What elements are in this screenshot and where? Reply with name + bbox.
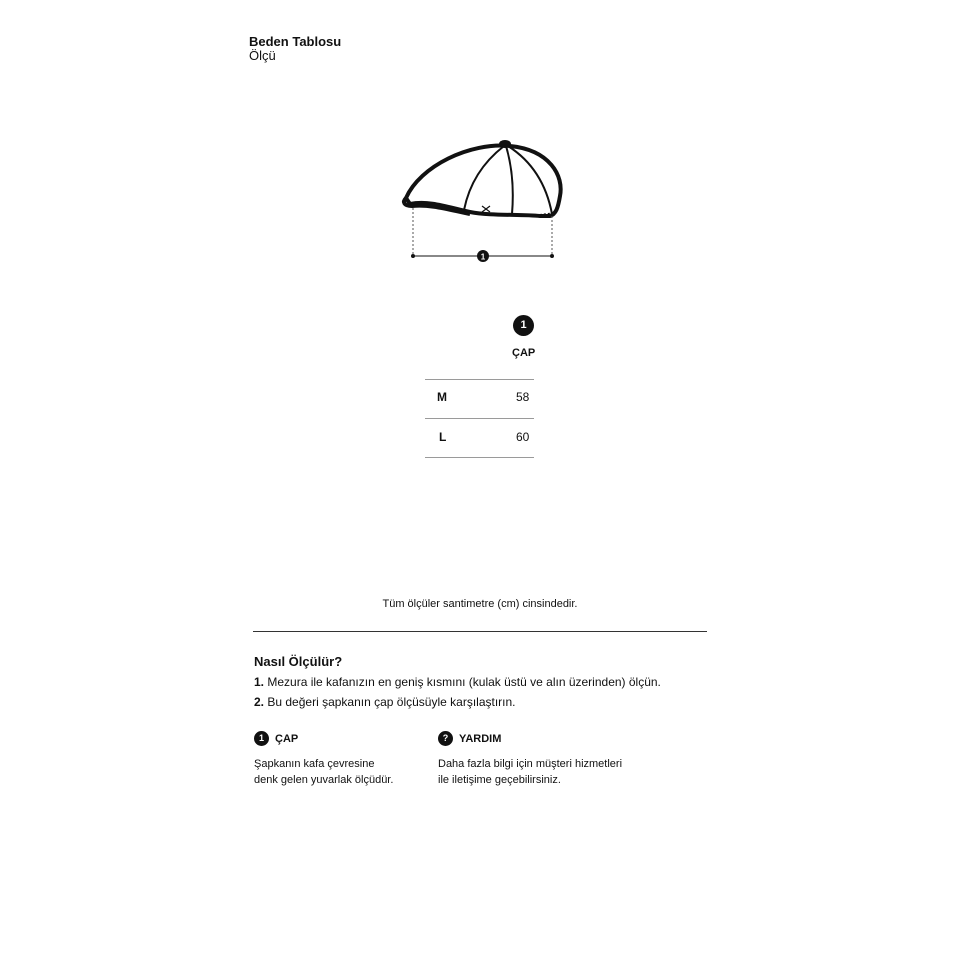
info-help-text xyxy=(438,756,668,788)
how-to-step xyxy=(254,695,516,709)
section-divider xyxy=(253,631,707,632)
column-header-diameter: ÇAP xyxy=(512,347,536,359)
table-rule-middle xyxy=(425,418,534,419)
info-line: Şapkanın kafa çevresine xyxy=(254,758,375,770)
info-diameter-text xyxy=(254,756,454,788)
info-help-heading xyxy=(438,731,501,746)
table-row-value: 58 xyxy=(516,390,530,404)
info-title: YARDIM xyxy=(459,732,502,745)
diameter-marker-badge: 1 xyxy=(513,315,534,336)
info-line: Daha fazla bilgi için müşteri hizmetleri xyxy=(438,758,623,770)
how-to-title: Nasıl Ölçülür? xyxy=(254,654,343,669)
illustration-marker: 1 xyxy=(480,252,486,262)
step-number: 1. xyxy=(254,675,265,689)
diameter-marker-badge: 1 xyxy=(254,731,269,746)
table-rule-bottom xyxy=(425,457,534,458)
info-line: denk gelen yuvarlak ölçüdür. xyxy=(254,774,394,786)
table-row-value: 60 xyxy=(516,430,530,444)
page-subtitle: Ölçü xyxy=(249,48,276,63)
page-title: Beden Tablosu xyxy=(249,34,342,49)
info-diameter-heading xyxy=(254,731,298,746)
help-question-icon: ? xyxy=(438,731,453,746)
step-text: Bu değeri şapkanın çap ölçüsüyle karşılaştırın. xyxy=(267,695,516,709)
step-number: 2. xyxy=(254,695,265,709)
table-rule-top xyxy=(425,379,534,380)
step-text: Mezura ile kafanızın en geniş kısmını (kulak üstü ve alın üzerinden) ölçün. xyxy=(267,675,661,689)
table-row-size: M xyxy=(437,390,447,404)
how-to-step xyxy=(254,675,661,689)
units-note: Tüm ölçüler santimetre (cm) cinsindedir. xyxy=(382,598,578,610)
table-row-size: L xyxy=(439,430,447,444)
info-title: ÇAP xyxy=(275,732,299,745)
cap-illustration xyxy=(400,136,570,266)
info-line: ile iletişime geçebilirsiniz. xyxy=(438,774,561,786)
